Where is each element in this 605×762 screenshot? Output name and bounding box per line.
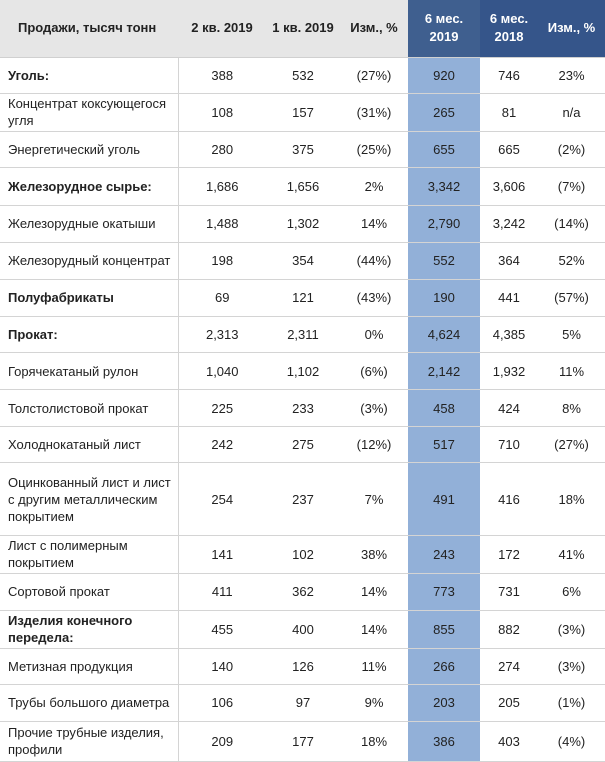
value-6m-2019: 190: [408, 279, 480, 316]
value-q2-2019: 108: [178, 93, 266, 131]
row-label: Энергетический уголь: [0, 131, 178, 167]
value-q2-2019: 242: [178, 427, 266, 463]
value-6m-2019: 4,624: [408, 317, 480, 353]
value-q2-2019: 411: [178, 573, 266, 610]
table-row: [0, 684, 605, 721]
value-q2-2019: 254: [178, 463, 266, 536]
header-title: Продажи, тысяч тонн: [0, 0, 178, 57]
value-6m-2018: 274: [480, 648, 538, 684]
value-q1-2019: 121: [266, 279, 340, 316]
table-row: [0, 427, 605, 463]
value-change-6m: (4%): [538, 721, 605, 761]
value-6m-2019: 655: [408, 131, 480, 167]
value-change-q: (25%): [340, 131, 408, 167]
table-row: [0, 390, 605, 427]
value-q1-2019: 126: [266, 648, 340, 684]
value-6m-2019: 3,342: [408, 167, 480, 205]
value-change-6m: 8%: [538, 390, 605, 427]
table-row: [0, 610, 605, 648]
value-change-6m: 18%: [538, 463, 605, 536]
value-change-6m: (3%): [538, 610, 605, 648]
row-label: Уголь:: [0, 57, 178, 93]
value-q2-2019: 141: [178, 536, 266, 573]
value-q1-2019: 1,102: [266, 353, 340, 390]
value-q1-2019: 354: [266, 242, 340, 279]
value-change-6m: 6%: [538, 573, 605, 610]
value-change-q: 9%: [340, 684, 408, 721]
value-6m-2018: 665: [480, 131, 538, 167]
header-col-6m-2018: 6 мес. 2018: [480, 0, 538, 57]
value-change-6m: (27%): [538, 427, 605, 463]
row-label: Горячекатаный рулон: [0, 353, 178, 390]
value-6m-2018: 205: [480, 684, 538, 721]
value-6m-2018: 731: [480, 573, 538, 610]
row-label: Прокат:: [0, 317, 178, 353]
table-row: [0, 93, 605, 131]
value-change-6m: (57%): [538, 279, 605, 316]
value-6m-2018: 364: [480, 242, 538, 279]
table-row: [0, 242, 605, 279]
header-col-change-6m: Изм., %: [538, 0, 605, 57]
value-change-6m: 5%: [538, 317, 605, 353]
row-label: Железорудное сырье:: [0, 167, 178, 205]
value-q2-2019: 140: [178, 648, 266, 684]
value-q2-2019: 106: [178, 684, 266, 721]
header-col-q2-2019: 2 кв. 2019: [178, 0, 266, 57]
value-6m-2018: 710: [480, 427, 538, 463]
value-q1-2019: 102: [266, 536, 340, 573]
value-q1-2019: 233: [266, 390, 340, 427]
value-6m-2019: 2,790: [408, 205, 480, 242]
value-change-6m: (3%): [538, 648, 605, 684]
value-q2-2019: 388: [178, 57, 266, 93]
value-change-q: 38%: [340, 536, 408, 573]
value-q1-2019: 362: [266, 573, 340, 610]
value-change-q: 7%: [340, 463, 408, 536]
value-q2-2019: 455: [178, 610, 266, 648]
value-change-6m: (1%): [538, 684, 605, 721]
value-change-6m: 23%: [538, 57, 605, 93]
value-change-q: (31%): [340, 93, 408, 131]
table-row: [0, 353, 605, 390]
value-q1-2019: 400: [266, 610, 340, 648]
value-q2-2019: 1,488: [178, 205, 266, 242]
value-change-q: (6%): [340, 353, 408, 390]
value-q1-2019: 2,311: [266, 317, 340, 353]
value-6m-2019: 203: [408, 684, 480, 721]
value-change-6m: 52%: [538, 242, 605, 279]
value-change-6m: n/a: [538, 93, 605, 131]
value-q1-2019: 275: [266, 427, 340, 463]
value-q1-2019: 97: [266, 684, 340, 721]
value-q1-2019: 1,302: [266, 205, 340, 242]
value-6m-2018: 4,385: [480, 317, 538, 353]
value-6m-2019: 2,142: [408, 353, 480, 390]
row-label: Трубы большого диаметра: [0, 684, 178, 721]
value-6m-2018: 416: [480, 463, 538, 536]
value-change-q: 14%: [340, 573, 408, 610]
table-row: [0, 721, 605, 761]
table-row: [0, 648, 605, 684]
value-change-q: (3%): [340, 390, 408, 427]
value-6m-2018: 403: [480, 721, 538, 761]
value-change-q: 14%: [340, 205, 408, 242]
row-label: Метизная продукция: [0, 648, 178, 684]
value-change-q: 18%: [340, 721, 408, 761]
row-label: Лист с полимерным покрытием: [0, 536, 178, 573]
value-6m-2018: 746: [480, 57, 538, 93]
row-label: Концентрат коксующегося угля: [0, 93, 178, 131]
value-q2-2019: 209: [178, 721, 266, 761]
table-row: [0, 131, 605, 167]
table-row: [0, 57, 605, 93]
value-q1-2019: 1,656: [266, 167, 340, 205]
row-label: Оцинкованный лист и лист с другим металлическим покрытием: [0, 463, 178, 536]
header-col-q1-2019: 1 кв. 2019: [266, 0, 340, 57]
table-row: [0, 205, 605, 242]
value-6m-2018: 3,242: [480, 205, 538, 242]
value-q2-2019: 198: [178, 242, 266, 279]
value-6m-2018: 424: [480, 390, 538, 427]
value-change-q: 2%: [340, 167, 408, 205]
header-col-6m-2019: 6 мес. 2019: [408, 0, 480, 57]
table-row: [0, 573, 605, 610]
header-col-change-q: Изм., %: [340, 0, 408, 57]
value-6m-2019: 265: [408, 93, 480, 131]
value-6m-2018: 1,932: [480, 353, 538, 390]
value-change-q: 14%: [340, 610, 408, 648]
value-q1-2019: 157: [266, 93, 340, 131]
table-row: [0, 167, 605, 205]
value-6m-2019: 386: [408, 721, 480, 761]
row-label: Железорудные окатыши: [0, 205, 178, 242]
value-q1-2019: 177: [266, 721, 340, 761]
value-q2-2019: 69: [178, 279, 266, 316]
value-q1-2019: 532: [266, 57, 340, 93]
value-change-q: (27%): [340, 57, 408, 93]
row-label: Железорудный концентрат: [0, 242, 178, 279]
value-change-6m: 11%: [538, 353, 605, 390]
value-change-6m: (2%): [538, 131, 605, 167]
value-q1-2019: 375: [266, 131, 340, 167]
value-change-q: (12%): [340, 427, 408, 463]
table-header-row: [0, 0, 605, 57]
table-body: [0, 57, 605, 762]
row-label: Сортовой прокат: [0, 573, 178, 610]
table-row: [0, 463, 605, 536]
row-label: Толстолистовой прокат: [0, 390, 178, 427]
value-6m-2019: 855: [408, 610, 480, 648]
table-row: [0, 317, 605, 353]
value-6m-2018: 172: [480, 536, 538, 573]
value-6m-2019: 243: [408, 536, 480, 573]
value-q2-2019: 225: [178, 390, 266, 427]
value-6m-2019: 266: [408, 648, 480, 684]
value-change-q: 0%: [340, 317, 408, 353]
value-6m-2019: 458: [408, 390, 480, 427]
row-label: Полуфабрикаты: [0, 279, 178, 316]
value-change-q: 11%: [340, 648, 408, 684]
value-6m-2019: 491: [408, 463, 480, 536]
value-6m-2019: 517: [408, 427, 480, 463]
value-q1-2019: 237: [266, 463, 340, 536]
value-change-q: (44%): [340, 242, 408, 279]
value-q2-2019: 1,686: [178, 167, 266, 205]
value-6m-2019: 773: [408, 573, 480, 610]
row-label: Прочие трубные изделия, профили: [0, 721, 178, 761]
value-change-6m: 41%: [538, 536, 605, 573]
value-change-6m: (7%): [538, 167, 605, 205]
value-change-q: (43%): [340, 279, 408, 316]
table-row: [0, 279, 605, 316]
row-label: Холоднокатаный лист: [0, 427, 178, 463]
value-6m-2018: 3,606: [480, 167, 538, 205]
row-label: Изделия конечного передела:: [0, 610, 178, 648]
value-6m-2019: 920: [408, 57, 480, 93]
value-q2-2019: 2,313: [178, 317, 266, 353]
value-6m-2018: 882: [480, 610, 538, 648]
value-6m-2018: 81: [480, 93, 538, 131]
value-6m-2018: 441: [480, 279, 538, 316]
value-6m-2019: 552: [408, 242, 480, 279]
value-q2-2019: 280: [178, 131, 266, 167]
value-q2-2019: 1,040: [178, 353, 266, 390]
value-change-6m: (14%): [538, 205, 605, 242]
table-row: [0, 536, 605, 573]
